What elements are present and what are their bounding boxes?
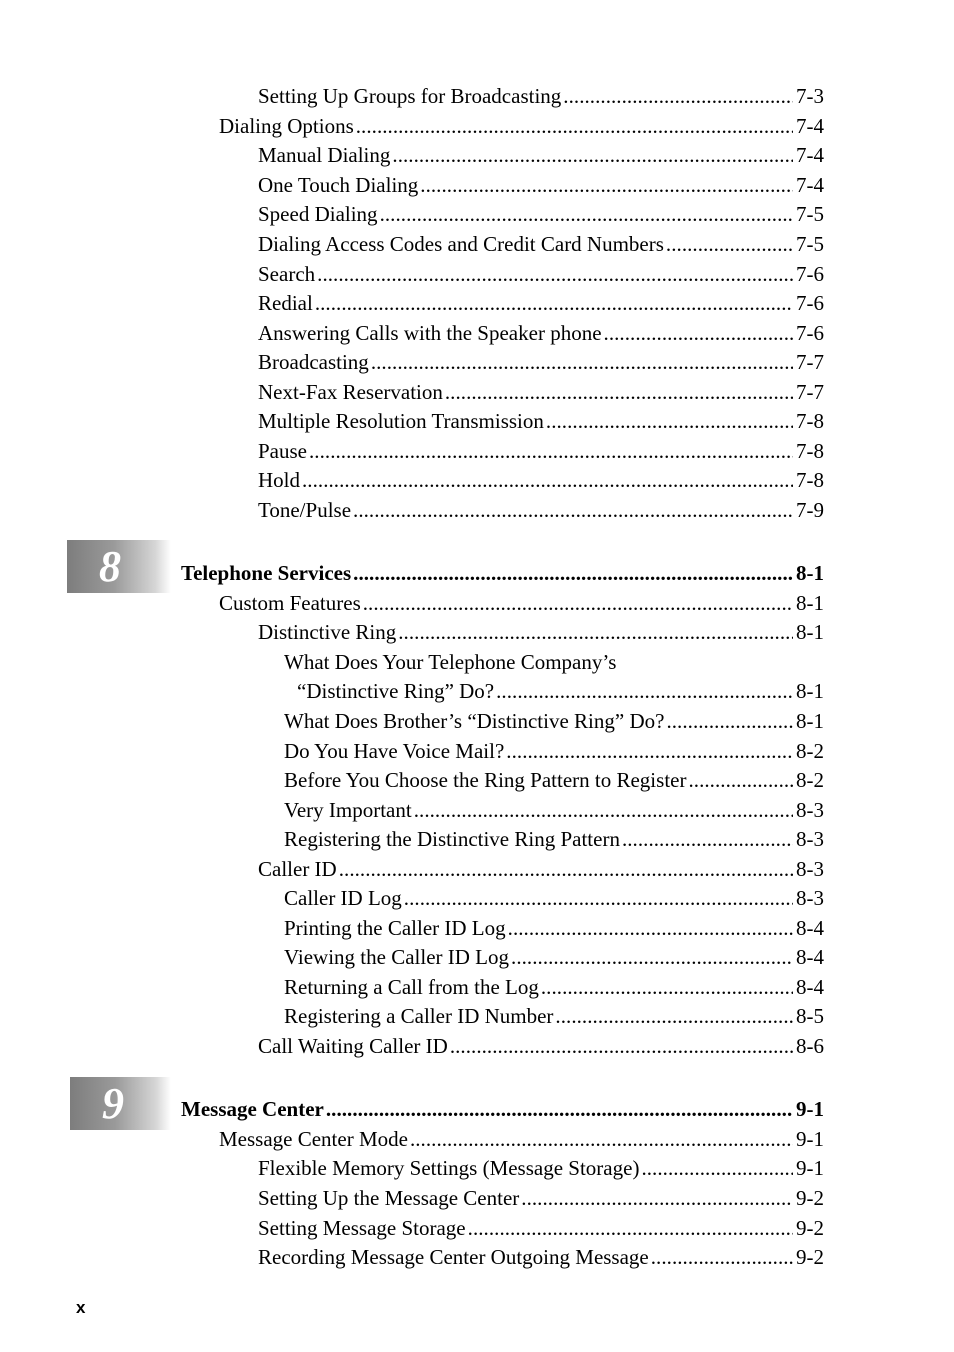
toc-entry-title: Registering the Distinctive Ring Pattern — [284, 827, 620, 851]
toc-entry-title: “Distinctive Ring” Do? — [297, 679, 495, 703]
toc-entry-page: 7-4 — [796, 114, 824, 138]
toc-entry — [258, 496, 824, 524]
toc-entry — [258, 407, 824, 435]
toc-entry-title: Message Center — [181, 1097, 324, 1121]
toc-entry-page: 8-4 — [796, 916, 824, 940]
toc-entry-title: What Does Your Telephone Company’s — [284, 650, 617, 674]
toc-entry-title: Message Center Mode — [219, 1127, 408, 1151]
toc-entry-page: 8-5 — [796, 1004, 824, 1028]
toc-entry — [258, 200, 824, 228]
toc-entry-title: Setting Up Groups for Broadcasting — [258, 84, 562, 108]
toc-chapter-entry — [181, 1095, 824, 1123]
toc-entry-title: What Does Brother’s “Distinctive Ring” Do? — [284, 709, 665, 733]
toc-entry — [258, 1032, 824, 1060]
toc-entry-title: Registering a Caller ID Number — [284, 1004, 554, 1028]
toc-entry-title: Manual Dialing — [258, 143, 391, 167]
toc-entry-page: 8-1 — [796, 679, 824, 703]
toc-entry — [258, 1243, 824, 1271]
toc-entry-title: Telephone Services — [181, 561, 352, 585]
toc-entry-page: 8-2 — [796, 739, 824, 763]
toc-entry-page: 8-4 — [796, 975, 824, 999]
toc-entry-page: 8-4 — [796, 945, 824, 969]
toc-entry-page: 8-3 — [796, 827, 824, 851]
toc-entry — [258, 141, 824, 169]
chapter-tab-number: 8 — [99, 542, 121, 591]
toc-entry — [258, 171, 824, 199]
toc-entry — [258, 618, 824, 646]
toc-entry — [258, 466, 824, 494]
toc-entry-title: Flexible Memory Settings (Message Storage) — [258, 1156, 640, 1180]
toc-entry-page: 7-6 — [796, 291, 824, 315]
toc-entry — [258, 230, 824, 258]
toc-entry — [284, 707, 824, 735]
toc-entry-page: 9-1 — [796, 1156, 824, 1180]
toc-entry — [258, 855, 824, 883]
toc-entry-page: 9-2 — [796, 1216, 824, 1240]
toc-entry-page: 9-1 — [796, 1127, 824, 1151]
toc-entry-title: Printing the Caller ID Log — [284, 916, 506, 940]
toc-entry — [297, 677, 824, 705]
toc-entry-page: 7-5 — [796, 202, 824, 226]
toc-entry-title: Caller ID — [258, 857, 337, 881]
toc-entry-title: Multiple Resolution Transmission — [258, 409, 544, 433]
toc-entry-page: 7-6 — [796, 262, 824, 286]
toc-entry — [258, 1214, 824, 1242]
toc-entry — [284, 943, 824, 971]
toc-entry — [284, 737, 824, 765]
toc-chapter-entry — [181, 559, 824, 587]
toc-entry — [284, 825, 824, 853]
toc-entry-page: 7-8 — [796, 409, 824, 433]
chapter-tab — [70, 1077, 171, 1130]
toc-entry-title: Answering Calls with the Speaker phone — [258, 321, 602, 345]
toc-entry — [219, 112, 824, 140]
toc-entry-page: 7-6 — [796, 321, 824, 345]
toc-entry-title: Very Important — [284, 798, 412, 822]
toc-entry-title: Call Waiting Caller ID — [258, 1034, 448, 1058]
toc-entry-page: 7-4 — [796, 143, 824, 167]
toc-entry — [284, 884, 824, 912]
toc-entry — [258, 289, 824, 317]
toc-entry-page: 9-1 — [796, 1097, 824, 1121]
toc-entry-page: 7-8 — [796, 468, 824, 492]
page-number: x — [76, 1298, 86, 1317]
toc-entry-page: 8-1 — [796, 620, 824, 644]
toc-entry — [219, 1125, 824, 1153]
toc-entry-page: 9-2 — [796, 1245, 824, 1269]
toc-entry-page: 7-5 — [796, 232, 824, 256]
toc-entry — [284, 766, 824, 794]
toc-entry-page: 8-1 — [796, 591, 824, 615]
toc-entry-title: Returning a Call from the Log — [284, 975, 539, 999]
toc-entry-page: 8-3 — [796, 886, 824, 910]
toc-entry — [258, 378, 824, 406]
toc-entry-title: Dialing Access Codes and Credit Card Numbers — [258, 232, 664, 256]
toc-entry — [284, 796, 824, 824]
toc-entry-title: Setting Message Storage — [258, 1216, 466, 1240]
toc-entry-title: Search — [258, 262, 316, 286]
toc-entry-title: Tone/Pulse — [258, 498, 352, 522]
toc-entry-page: 8-2 — [796, 768, 824, 792]
toc-entry — [284, 1002, 824, 1030]
toc-entry-page: 7-7 — [796, 380, 824, 404]
toc-entry-title: Redial — [258, 291, 313, 315]
toc-entry-page: 7-4 — [796, 173, 824, 197]
toc-entry-page: 8-1 — [796, 709, 824, 733]
toc-entry-title: Do You Have Voice Mail? — [284, 739, 505, 763]
toc-entry-title: Custom Features — [219, 591, 361, 615]
toc-entry — [258, 348, 824, 376]
toc-entry — [219, 589, 824, 617]
toc-entry-title: Hold — [258, 468, 300, 492]
toc-entry — [258, 319, 824, 347]
toc-entry — [258, 1154, 824, 1182]
toc-entry — [284, 648, 824, 676]
toc-entry-title: Setting Up the Message Center — [258, 1186, 520, 1210]
toc-entry-title: Distinctive Ring — [258, 620, 397, 644]
toc-entry-title: Before You Choose the Ring Pattern to Register — [284, 768, 687, 792]
toc-entry-title: Viewing the Caller ID Log — [284, 945, 510, 969]
toc-entry-page: 9-2 — [796, 1186, 824, 1210]
toc-entry — [284, 973, 824, 1001]
toc-entry-title: Recording Message Center Outgoing Message — [258, 1245, 649, 1269]
chapter-tab-number: 9 — [102, 1079, 124, 1128]
toc-entry — [284, 914, 824, 942]
toc-entry-page: 7-9 — [796, 498, 824, 522]
toc-entry-page: 8-3 — [796, 798, 824, 822]
toc-entry-page: 7-7 — [796, 350, 824, 374]
toc-entry-title: Next-Fax Reservation — [258, 380, 443, 404]
toc-entry-page: 8-3 — [796, 857, 824, 881]
toc-entry-title: Speed Dialing — [258, 202, 378, 226]
toc-entry-title: Caller ID Log — [284, 886, 402, 910]
toc-entry-title: Broadcasting — [258, 350, 369, 374]
toc-entry-page: 8-1 — [796, 561, 824, 585]
toc-entry — [258, 437, 824, 465]
toc-entry-page: 7-8 — [796, 439, 824, 463]
toc-entry — [258, 1184, 824, 1212]
toc-entry — [258, 82, 824, 110]
toc-entry-title: Dialing Options — [219, 114, 354, 138]
chapter-tab — [67, 540, 171, 593]
toc-entry-page: 8-6 — [796, 1034, 824, 1058]
toc-entry-title: Pause — [258, 439, 307, 463]
toc-entry-title: One Touch Dialing — [258, 173, 419, 197]
toc-entry-page: 7-3 — [796, 84, 824, 108]
toc-entry — [258, 260, 824, 288]
